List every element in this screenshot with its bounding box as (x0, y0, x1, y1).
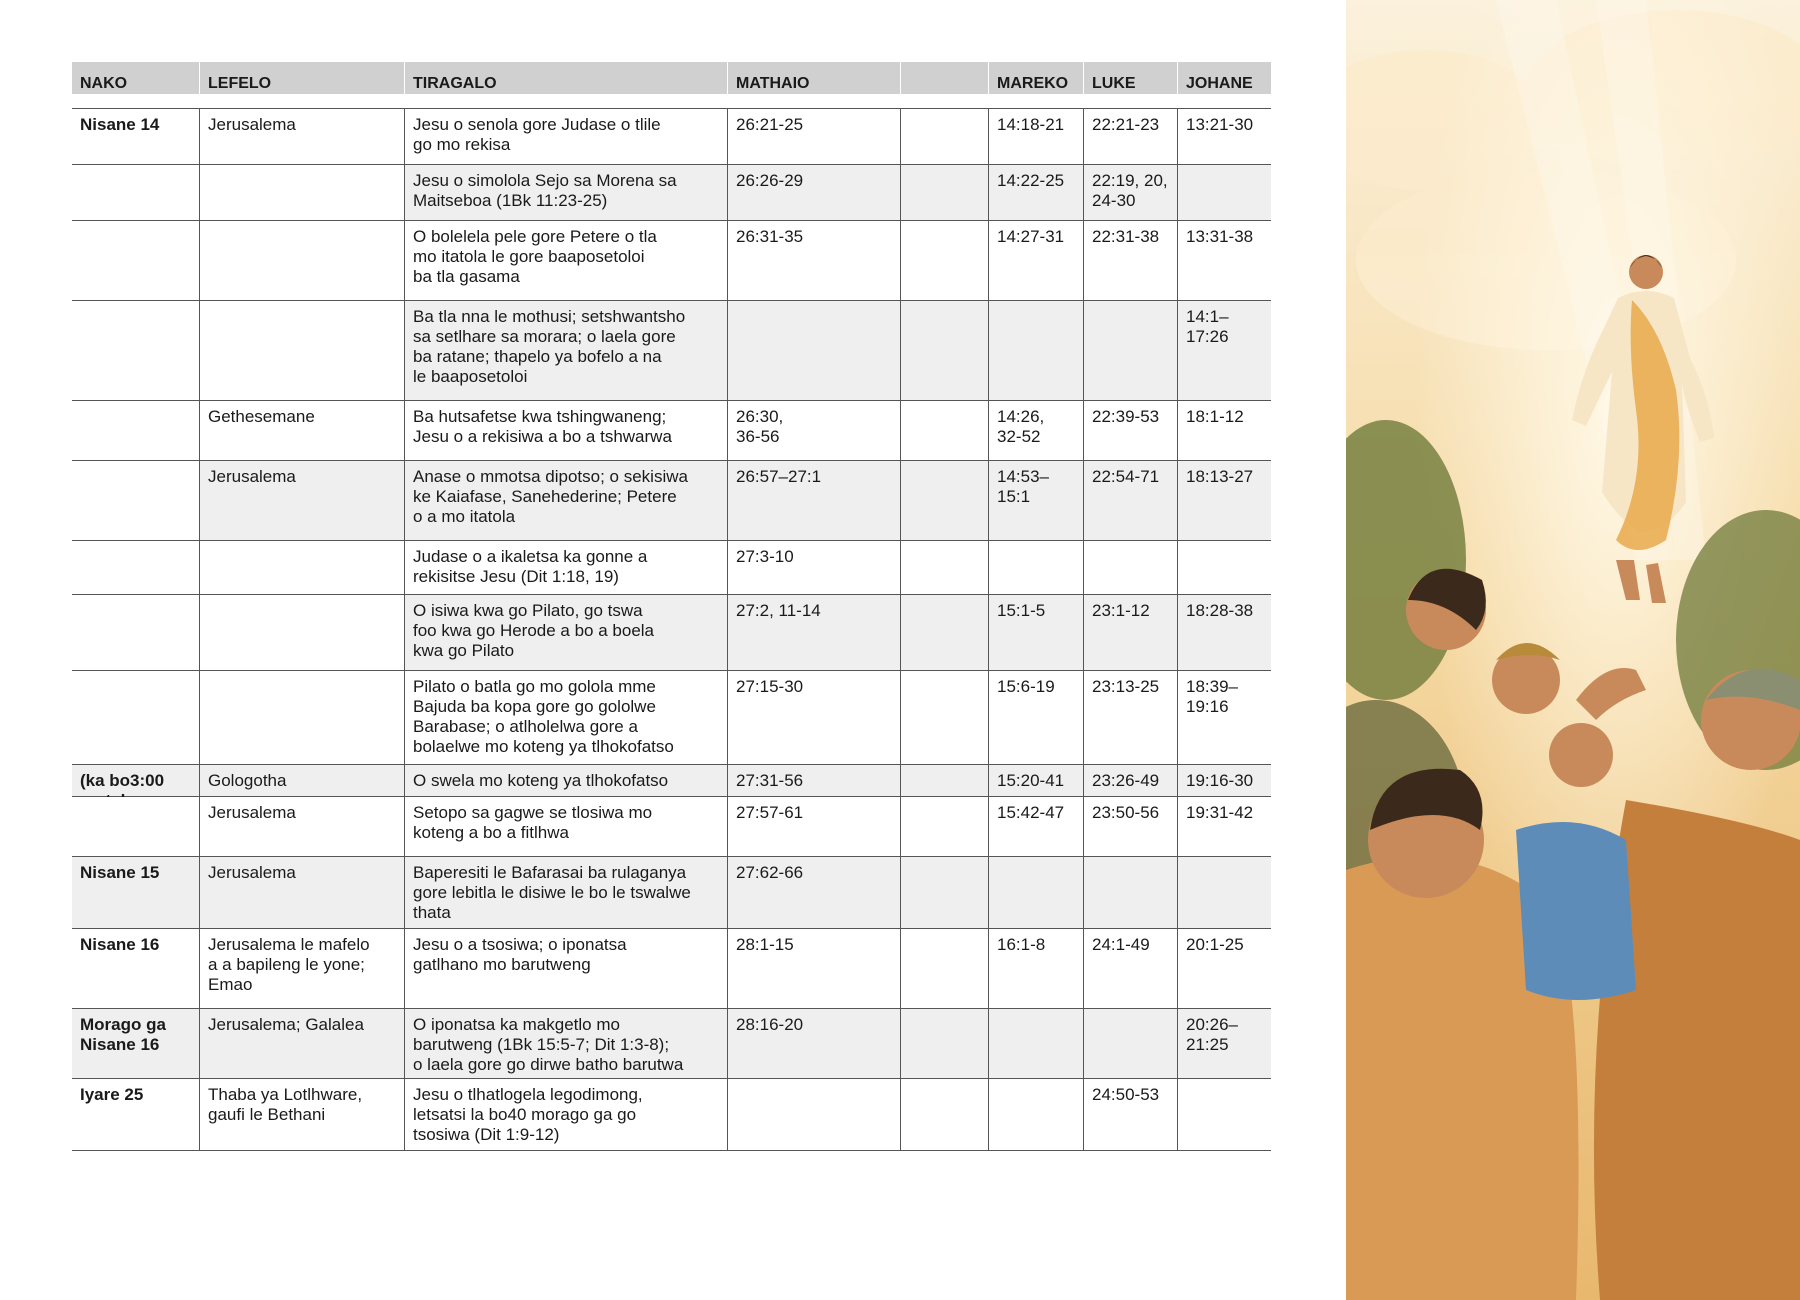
cell-tiragalo: Judase o a ikaletsa ka gonne a rekisitse Jesu (Dit 1:18, 19) (404, 541, 727, 594)
cell-nako (72, 797, 199, 856)
cell-mathaio: 27:15-30 (727, 671, 900, 764)
cell-nako (72, 301, 199, 400)
cell-tiragalo: Anase o mmotsa dipotso; o sekisiwa ke Kaiafase, Sanehederine; Petere o a mo itatola (404, 461, 727, 540)
table-row (72, 221, 1271, 301)
cell-nako: (ka bo3:00 (80, 771, 165, 790)
header-mathaio: MATHAIO (727, 62, 900, 94)
table-row (72, 401, 1271, 461)
cell-tiragalo: O swela mo koteng ya tlhokofatso (404, 765, 727, 796)
cell-johane: 18:39– 19:16 (1177, 671, 1271, 764)
cell-mareko: 14:27-31 (988, 221, 1083, 300)
cell-lefelo (199, 221, 404, 300)
cell-mareko: 15:20-41 (988, 765, 1083, 796)
table-row (72, 797, 1271, 857)
header-blank (900, 62, 988, 94)
cell-johane (1177, 1079, 1271, 1150)
cell-tiragalo: Baperesiti le Bafarasai ba rulaganya gore lebitla le disiwe le bo le tswalwe thata (404, 857, 727, 928)
cell-luke: 23:26-49 (1083, 765, 1177, 796)
cell-luke: 22:54-71 (1083, 461, 1177, 540)
header-nako: NAKO (80, 75, 128, 92)
cell-tiragalo: Ba tla nna le mothusi; setshwantsho sa setlhare sa morara; o laela gore ba ratane; thapelo ya bofelo a na le baaposetoloi (404, 301, 727, 400)
table-row (72, 765, 1271, 797)
cell-johane: 20:1-25 (1177, 929, 1271, 1008)
cell-mareko: 16:1-8 (988, 929, 1083, 1008)
table-row (72, 671, 1271, 765)
cell-blank (900, 221, 988, 300)
cell-lefelo (199, 541, 404, 594)
table-row (72, 1079, 1271, 1151)
cell-luke: 24:50-53 (1083, 1079, 1177, 1150)
cell-mareko: 14:22-25 (988, 165, 1083, 220)
cell-mareko: 14:18-21 (988, 109, 1083, 164)
cell-nako (72, 595, 199, 670)
cell-mathaio (727, 1079, 900, 1150)
cell-luke (1083, 1009, 1177, 1078)
cell-blank (900, 165, 988, 220)
cell-tiragalo: O iponatsa ka makgetlo mo barutweng (1Bk 15:5-7; Dit 1:3-8); o laela gore go dirwe batho barutwa (404, 1009, 727, 1078)
cell-johane: 13:31-38 (1177, 221, 1271, 300)
cell-nako: Iyare 25 (80, 1085, 144, 1104)
cell-blank (900, 671, 988, 764)
cell-johane: 18:13-27 (1177, 461, 1271, 540)
cell-mathaio: 27:57-61 (727, 797, 900, 856)
cell-luke: 22:21-23 (1083, 109, 1177, 164)
cell-blank (900, 929, 988, 1008)
header-lefelo: LEFELO (199, 62, 404, 94)
table-header (72, 62, 1271, 94)
cell-mathaio: 26:31-35 (727, 221, 900, 300)
cell-nako: Nisane 14 (80, 115, 160, 134)
cell-lefelo (199, 671, 404, 764)
cell-mareko (988, 1009, 1083, 1078)
cell-tiragalo: Ba hutsafetse kwa tshingwaneng; Jesu o a rekisiwa a bo a tshwarwa (404, 401, 727, 460)
cell-blank (900, 301, 988, 400)
table-row (72, 1009, 1271, 1079)
cell-luke: 23:13-25 (1083, 671, 1177, 764)
table-row (72, 461, 1271, 541)
cell-johane (1177, 165, 1271, 220)
header-johane: JOHANE (1177, 62, 1271, 94)
cell-blank (900, 797, 988, 856)
cell-lefelo (199, 301, 404, 400)
cell-mareko: 15:6-19 (988, 671, 1083, 764)
header-tiragalo: TIRAGALO (404, 62, 727, 94)
cell-mathaio (727, 301, 900, 400)
table-row (72, 857, 1271, 929)
table-row (72, 541, 1271, 595)
cell-mareko: 14:26, 32-52 (988, 401, 1083, 460)
cell-johane: 19:31-42 (1177, 797, 1271, 856)
cell-luke: 22:31-38 (1083, 221, 1177, 300)
cell-nako (72, 221, 199, 300)
cell-nako (72, 671, 199, 764)
cell-lefelo: Gologotha (199, 765, 404, 796)
cell-blank (900, 1009, 988, 1078)
cell-blank (900, 1079, 988, 1150)
table-row (72, 595, 1271, 671)
cell-mathaio: 27:2, 11-14 (727, 595, 900, 670)
cell-luke (1083, 857, 1177, 928)
cell-nako (72, 461, 199, 540)
cell-luke: 22:39-53 (1083, 401, 1177, 460)
cell-mareko (988, 1079, 1083, 1150)
cell-lefelo: Jerusalema (199, 461, 404, 540)
cell-lefelo: Jerusalema le mafelo a a bapileng le yone; Emao (199, 929, 404, 1008)
header-mareko: MAREKO (988, 62, 1083, 94)
cell-nako: Morago ga Nisane 16 (80, 1015, 166, 1054)
cell-mathaio: 27:3-10 (727, 541, 900, 594)
cell-mathaio: 28:16-20 (727, 1009, 900, 1078)
cell-mareko (988, 857, 1083, 928)
cell-tiragalo: Jesu o tlhatlogela legodimong, letsatsi la bo40 morago ga go tsosiwa (Dit 1:9-12) (404, 1079, 727, 1150)
cell-luke: 23:50-56 (1083, 797, 1177, 856)
table-row (72, 109, 1271, 165)
table-row (72, 929, 1271, 1009)
cell-lefelo (199, 595, 404, 670)
cell-tiragalo: Pilato o batla go mo golola mme Bajuda ba kopa gore go gololwe Barabase; o atlholelwa gore a bolaelwe mo koteng ya tlhokofatso (404, 671, 727, 764)
cell-lefelo: Gethesemane (199, 401, 404, 460)
cell-johane: 18:1-12 (1177, 401, 1271, 460)
cell-mathaio: 27:62-66 (727, 857, 900, 928)
cell-nako (72, 401, 199, 460)
cell-mareko: 14:53– 15:1 (988, 461, 1083, 540)
head (1629, 255, 1663, 289)
cell-blank (900, 541, 988, 594)
cell-lefelo: Jerusalema (199, 857, 404, 928)
cell-blank (900, 857, 988, 928)
cell-luke: 24:1-49 (1083, 929, 1177, 1008)
cell-nako (72, 541, 199, 594)
cell-johane: 20:26– 21:25 (1177, 1009, 1271, 1078)
cell-nako: Nisane 15 (80, 863, 160, 882)
cell-blank (900, 595, 988, 670)
cell-tiragalo: Jesu o senola gore Judase o tlile go mo rekisa (404, 109, 727, 164)
cell-tiragalo: Jesu o simolola Sejo sa Morena sa Maitseboa (1Bk 11:23-25) (404, 165, 727, 220)
cell-blank (900, 765, 988, 796)
cell-mathaio: 26:26-29 (727, 165, 900, 220)
cell-johane: 19:16-30 (1177, 765, 1271, 796)
cell-johane: 13:21-30 (1177, 109, 1271, 164)
cell-tiragalo: O isiwa kwa go Pilato, go tswa foo kwa go Herode a bo a boela kwa go Pilato (404, 595, 727, 670)
schedule-table (72, 62, 1271, 1151)
cell-luke (1083, 541, 1177, 594)
cell-mathaio: 26:21-25 (727, 109, 900, 164)
cell-mareko (988, 541, 1083, 594)
cell-tiragalo: O bolelela pele gore Petere o tla mo itatola le gore baaposetoloi ba tla gasama (404, 221, 727, 300)
header-luke: LUKE (1083, 62, 1177, 94)
cell-mathaio: 27:31-56 (727, 765, 900, 796)
cell-johane (1177, 541, 1271, 594)
disciple-blue-tunic (1516, 822, 1636, 1000)
cell-mathaio: 28:1-15 (727, 929, 900, 1008)
table-body (72, 109, 1271, 1151)
cell-luke: 22:19, 20, 24-30 (1083, 165, 1177, 220)
table-row (72, 165, 1271, 221)
cell-tiragalo: Setopo sa gagwe se tlosiwa mo koteng a bo a fitlhwa (404, 797, 727, 856)
cell-luke (1083, 301, 1177, 400)
cell-nako: Nisane 16 (80, 935, 160, 954)
cell-mareko: 15:1-5 (988, 595, 1083, 670)
cell-lefelo: Thaba ya Lotlhware, gaufi le Bethani (199, 1079, 404, 1150)
cell-mareko (988, 301, 1083, 400)
cell-nako (72, 165, 199, 220)
ascension-illustration (1346, 0, 1800, 1300)
disciple-head-4 (1549, 723, 1613, 787)
cell-luke: 23:1-12 (1083, 595, 1177, 670)
cell-lefelo: Jerusalema (199, 109, 404, 164)
cell-blank (900, 461, 988, 540)
cell-mathaio: 26:30, 36-56 (727, 401, 900, 460)
cell-tiragalo: Jesu o a tsosiwa; o iponatsa gatlhano mo barutweng (404, 929, 727, 1008)
table-row (72, 301, 1271, 401)
cell-lefelo: Jerusalema (199, 797, 404, 856)
cell-blank (900, 401, 988, 460)
cell-blank (900, 109, 988, 164)
cell-johane: 18:28-38 (1177, 595, 1271, 670)
cell-johane (1177, 857, 1271, 928)
cell-mathaio: 26:57–27:1 (727, 461, 900, 540)
cell-mareko: 15:42-47 (988, 797, 1083, 856)
cell-lefelo (199, 165, 404, 220)
cell-lefelo: Jerusalema; Galalea (199, 1009, 404, 1078)
cell-johane: 14:1– 17:26 (1177, 301, 1271, 400)
